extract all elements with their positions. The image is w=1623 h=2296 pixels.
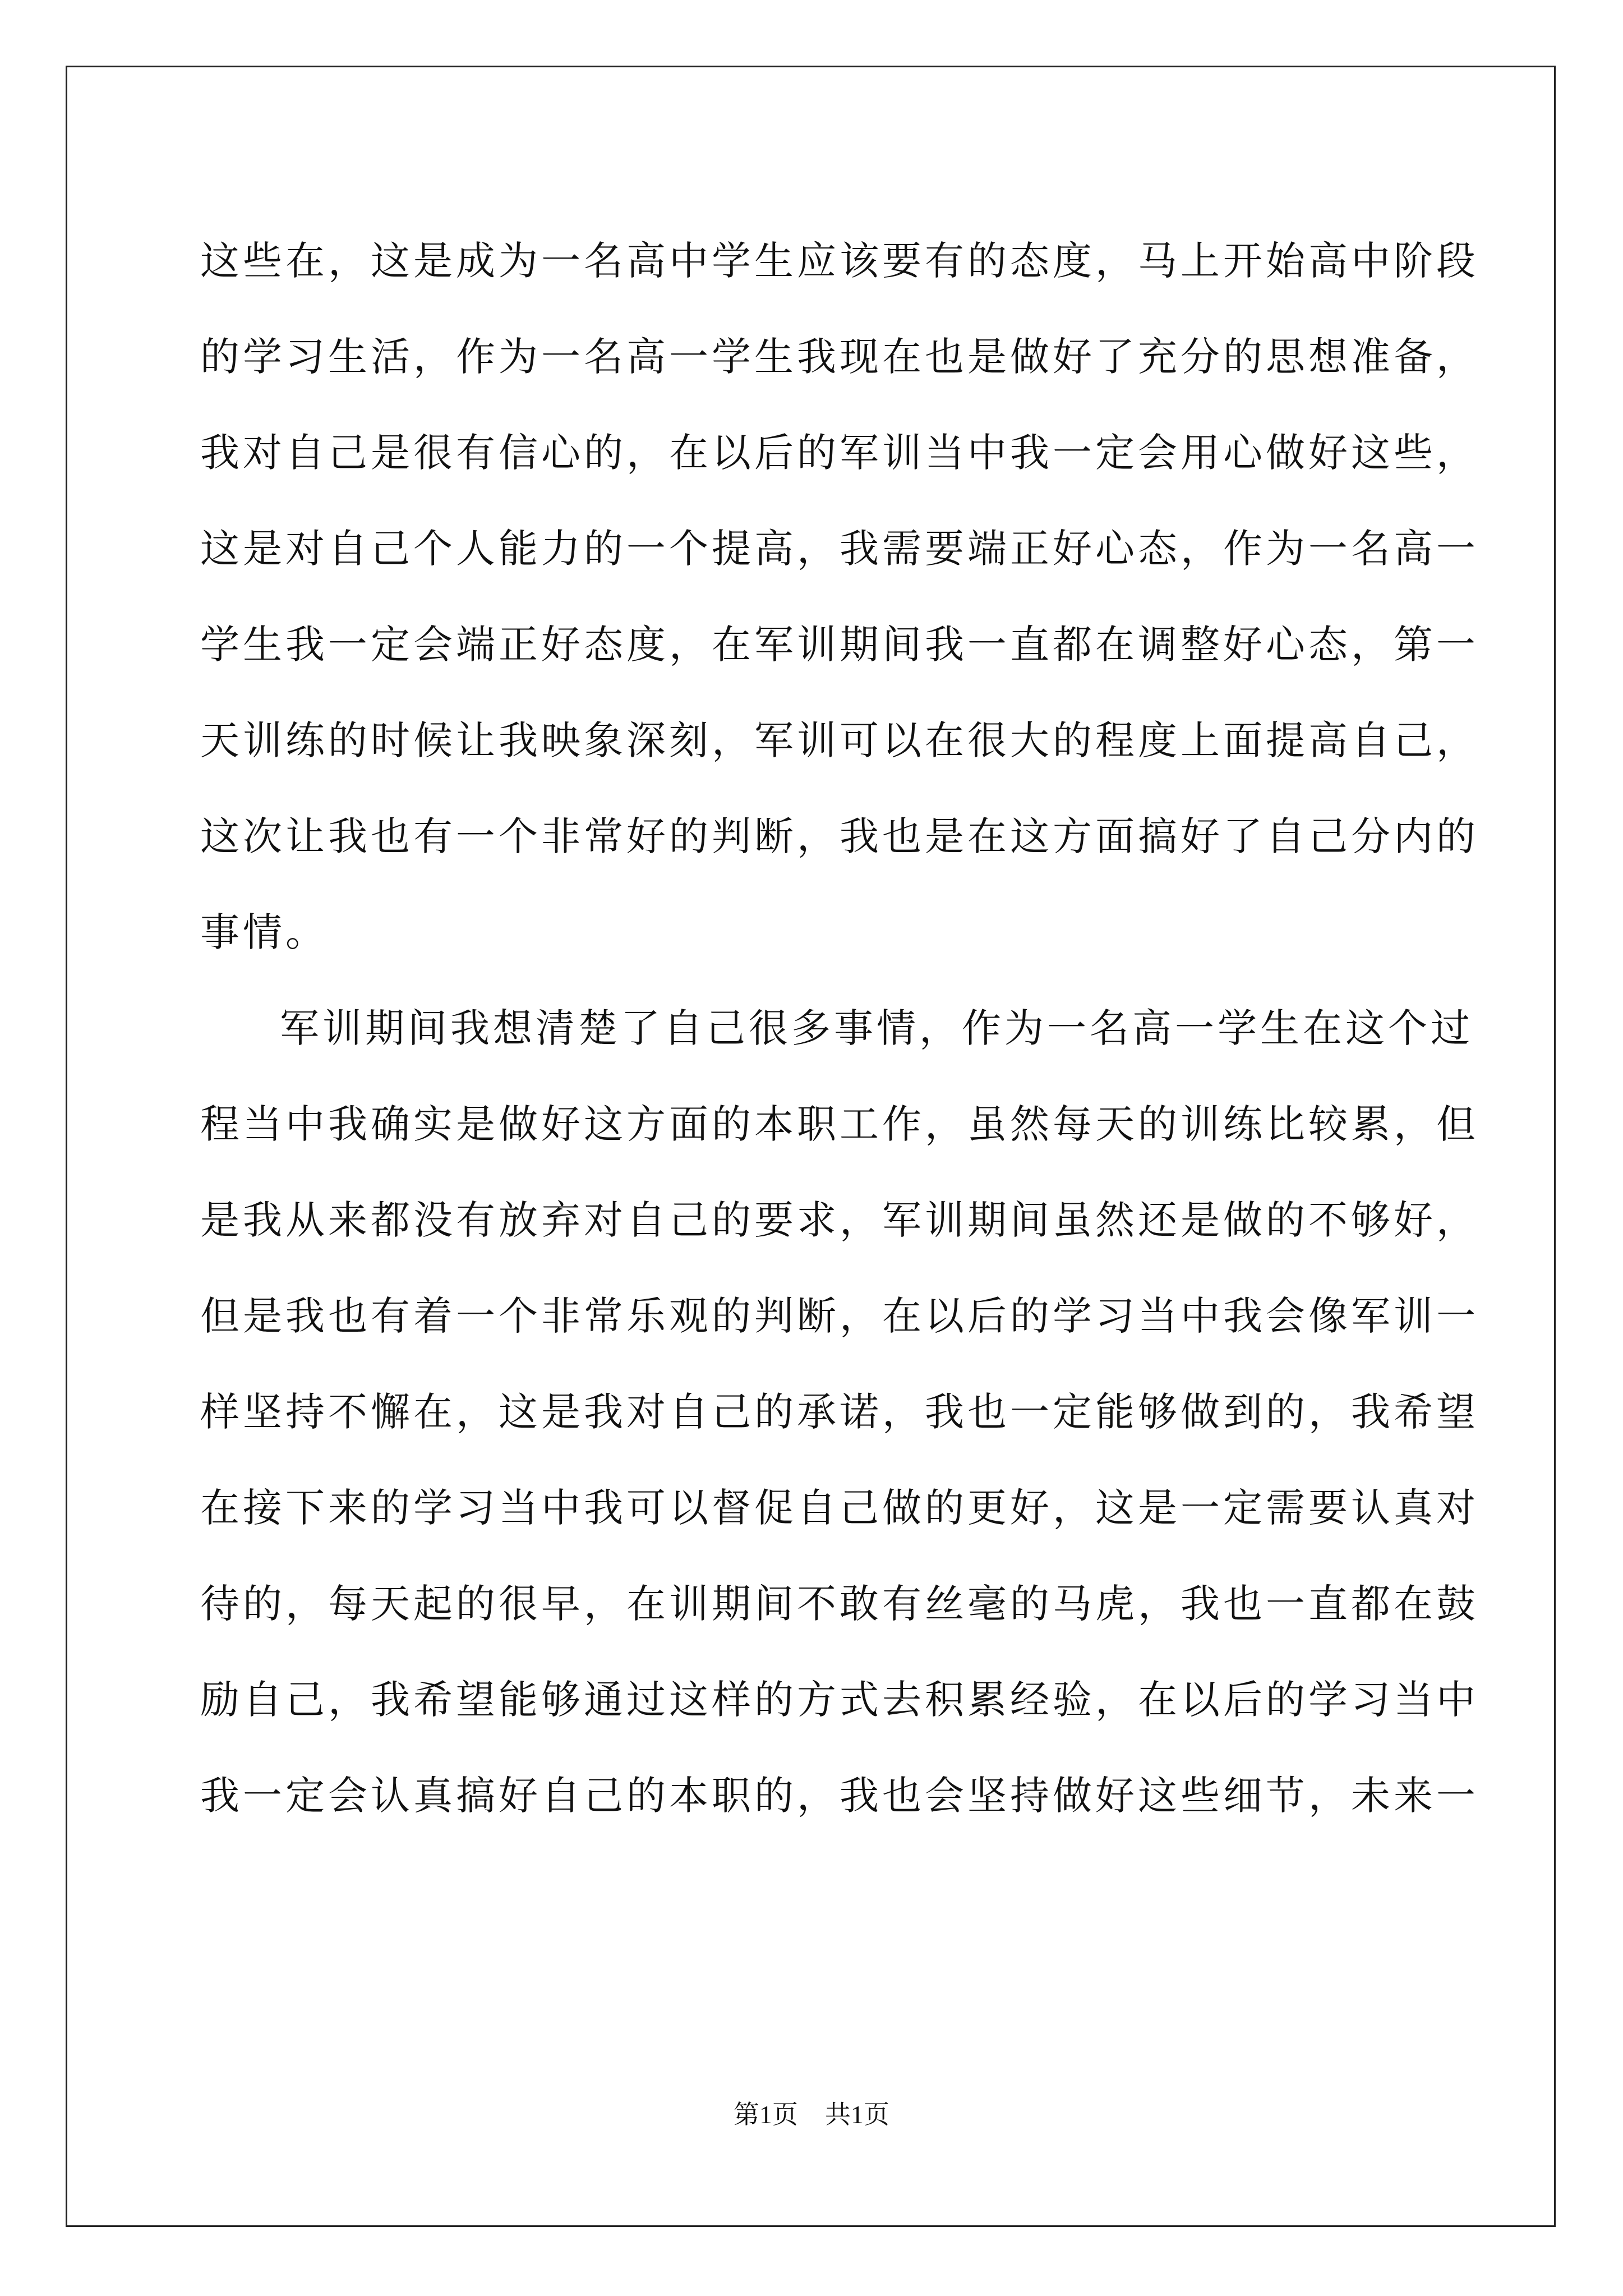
text-line: 程当中我确实是做好这方面的本职工作，虽然每天的训练比较累，但 [200, 1101, 1479, 1147]
page-total: 共1页 [825, 2100, 889, 2129]
text-line: 天训练的时候让我映象深刻，军训可以在很大的程度上面提高自己， [200, 717, 1479, 763]
paragraph-1 [200, 213, 1479, 981]
text-line: 这次让我也有一个非常好的判断，我也是在这方面搞好了自己分内的 [200, 813, 1479, 859]
page-footer [0, 2099, 1623, 2131]
text-line: 样坚持不懈在，这是我对自己的承诺，我也一定能够做到的，我希望 [200, 1389, 1479, 1435]
page-number: 第1页 [734, 2100, 798, 2129]
text-line: 这是对自己个人能力的一个提高，我需要端正好心态，作为一名高一 [200, 526, 1479, 572]
text-line: 我一定会认真搞好自己的本职的，我也会坚持做好这些细节，未来一 [200, 1773, 1479, 1819]
text-line: 待的，每天起的很早，在训期间不敢有丝毫的马虎，我也一直都在鼓 [200, 1581, 1479, 1627]
text-line: 这些在，这是成为一名高中学生应该要有的态度，马上开始高中阶段 [200, 238, 1479, 284]
text-line: 军训期间我想清楚了自己很多事情，作为一名高一学生在这个过 [280, 1005, 1473, 1051]
text-line: 在接下来的学习当中我可以督促自己做的更好，这是一定需要认真对 [200, 1485, 1479, 1531]
text-line: 是我从来都没有放弃对自己的要求，军训期间虽然还是做的不够好， [200, 1197, 1479, 1243]
text-line: 励自己，我希望能够通过这样的方式去积累经验，在以后的学习当中 [200, 1677, 1479, 1723]
text-line: 事情。 [200, 909, 328, 955]
text-line: 的学习生活，作为一名高一学生我现在也是做好了充分的思想准备， [200, 334, 1479, 380]
text-line: 但是我也有着一个非常乐观的判断，在以后的学习当中我会像军训一 [200, 1293, 1479, 1339]
text-line: 我对自己是很有信心的，在以后的军训当中我一定会用心做好这些， [200, 430, 1479, 476]
document-body [200, 213, 1479, 1844]
text-line: 学生我一定会端正好态度，在军训期间我一直都在调整好心态，第一 [200, 622, 1479, 668]
paragraph-2 [200, 981, 1479, 1844]
